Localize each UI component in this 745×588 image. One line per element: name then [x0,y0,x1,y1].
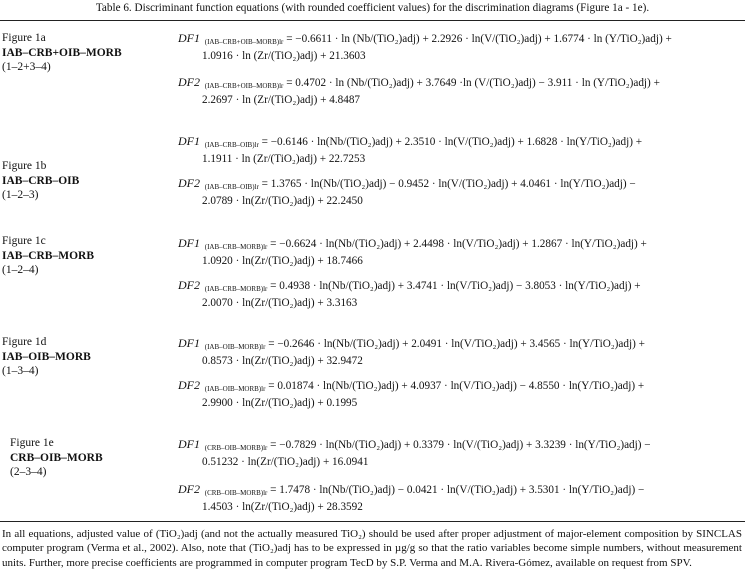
system-code: (1–2–4) [2,264,39,276]
df-subscript: (IAB–CRB+OIB–MORB) [203,38,280,46]
df-symbol: DF2 [178,378,200,392]
equation-line-2: 1.4503 · ln(Zr/(TiO₂)adj) + 28.3592 [202,501,363,513]
row-label [2,335,91,379]
row-label [2,234,94,278]
equation-line-1: = −0.6146 · ln(Nb/(TiO₂)adj) + 2.3510 · ln(V/(TiO₂)adj) + 1.6828 · ln(Y/TiO₂)adj) + [258,136,643,148]
df-symbol: DF2 [178,278,200,292]
equation-line-1: = 0.4702 · ln (Nb/(TiO₂)adj) + 3.7649 ·ln (V/(TiO₂)adj) − 3.911 · ln (Y/TiO₂)adj) + [283,77,660,89]
equation-line-2: 2.2697 · ln (Zr/(TiO₂)adj) + 4.8487 [202,94,361,106]
bottom-rule [0,521,745,522]
df-subscript-lr: lr [263,243,268,251]
system-label: CRB–OIB–MORB [10,451,103,464]
equation-line-1: = 1.3765 · ln(Nb/(TiO₂)adj) − 0.9452 · ln(V/(TiO₂)adj) + 4.0461 · ln(Y/TiO₂)adj) − [258,178,636,190]
equation-line-2: 0.51232 · ln(Zr/(TiO₂)adj) + 16.0941 [202,456,369,468]
table-row-figure-1e [0,436,745,521]
system-code: (1–3–4) [2,365,39,377]
equation-line-2: 1.0916 · ln (Zr/(TiO₂)adj) + 21.3603 [202,50,366,62]
df-subscript-lr: lr [261,343,266,351]
equation-df2 [178,482,743,514]
equation-df2 [178,378,743,410]
system-label: IAB–CRB–MORB [2,249,95,262]
system-label: IAB–CRB–OIB [2,174,80,187]
figure-label: Figure 1d [2,336,47,348]
df-symbol: DF1 [178,31,200,45]
equation-line-1: = 1.7478 · ln(Nb/(TiO₂)adj) − 0.0421 · ln(V/(TiO₂)adj) + 3.5301 · ln(Y/TiO₂)adj) − [267,484,645,496]
df-subscript: (IAB–CRB+OIB–MORB) [203,82,280,90]
figure-label: Figure 1a [2,32,46,44]
df-subscript-lr: lr [279,82,284,90]
equation-df1 [178,437,743,469]
equation-line-2: 1.1911 · ln (Zr/(TiO₂)adj) + 22.7253 [202,153,366,165]
equation-line-1: = −0.7829 · ln(Nb/(TiO₂)adj) + 0.3379 · ln(V/(TiO₂)adj) + 3.3239 · ln(Y/TiO₂)adj) − [267,439,651,451]
equation-line-2: 2.0070 · ln(Zr/(TiO₂)adj) + 3.3163 [202,297,358,309]
figure-label: Figure 1c [2,235,46,247]
equation-line-2: 2.9900 · ln(Zr/(TiO₂)adj) + 0.1995 [202,397,358,409]
system-label: IAB–CRB+OIB–MORB [2,46,122,59]
df-symbol: DF1 [178,437,200,451]
df-subscript-lr: lr [263,285,268,293]
figure-label: Figure 1b [2,160,47,172]
top-rule [0,20,745,21]
system-code: (2–3–4) [10,466,47,478]
equation-line-1: = −0.6624 · ln(Nb/(TiO₂)adj) + 2.4498 · ln(V/TiO₂)adj) + 1.2867 · ln(Y/TiO₂)adj) + [267,238,647,250]
equation-line-1: = −0.6611 · ln (Nb/(TiO₂)adj) + 2.2926 · ln(V/(TiO₂)adj) + 1.6774 · ln (Y/TiO₂)adj) + [283,33,672,45]
df-symbol: DF2 [178,482,200,496]
system-code: (1–2+3–4) [2,61,51,73]
df-symbol: DF2 [178,75,200,89]
df-subscript: (IAB–CRB–OIB) [203,183,255,191]
df-subscript-lr: lr [261,385,266,393]
df-symbol: DF1 [178,336,200,350]
equation-df1 [178,336,743,368]
df-subscript-lr: lr [279,38,284,46]
table-row-figure-1b [0,131,745,231]
df-subscript: (CRB–OIB–MORB) [203,489,264,497]
equation-line-2: 1.0920 · ln(Zr/(TiO₂)adj) + 18.7466 [202,255,363,267]
equation-line-2: 2.0789 · ln(Zr/(TiO₂)adj) + 22.2450 [202,195,363,207]
equation-line-1: = 0.01874 · ln(Nb/(TiO₂)adj) + 4.0937 · ln(V/TiO₂)adj) − 4.8550 · ln(Y/TiO₂)adj) + [265,380,645,392]
table-footnote: In all equations, adjusted value of (TiO₂)adj (and not the actually measured TiO₂) should be used after proper adjustment of major-element composition by SINCLAS computer program (Verma et al., 2002). Also, note that (TiO₂)adj has to be expressed in µg/g so that the ratio variables become simple numbers, without measurement units. Further, more precise coefficients are programmed in computer program TecD by S.P. Verma and M.A. Rivera-Gómez, available on request from SPV. [2,528,742,569]
equation-line-1: = 0.4938 · ln(Nb/(TiO₂)adj) + 3.4741 · ln(V/TiO₂)adj) − 3.8053 · ln(Y/TiO₂)adj) + [267,280,641,292]
df-subscript-lr: lr [254,183,259,191]
system-label: IAB–OIB–MORB [2,350,91,363]
df-symbol: DF2 [178,176,200,190]
df-subscript-lr: lr [263,444,268,452]
df-subscript: (IAB–OIB–MORB) [203,385,262,393]
row-label [2,159,79,203]
equation-line-2: 0.8573 · ln(Zr/(TiO₂)adj) + 32.9472 [202,355,363,367]
equation-line-1: = −0.2646 · ln(Nb/(TiO₂)adj) + 2.0491 · ln(V/TiO₂)adj) + 3.4565 · ln(Y/TiO₂)adj) + [265,338,645,350]
df-subscript: (IAB–CRB–MORB) [203,243,264,251]
equation-df1 [178,134,743,166]
row-label [2,31,122,75]
df-subscript: (CRB–OIB–MORB) [203,444,264,452]
equation-df2 [178,278,743,310]
equation-df1 [178,31,743,63]
equation-df1 [178,236,743,268]
df-subscript: (IAB–OIB–MORB) [203,343,262,351]
table-row-figure-1c [0,234,745,329]
df-symbol: DF1 [178,134,200,148]
equation-df2 [178,176,743,208]
df-subscript: (IAB–CRB–MORB) [203,285,264,293]
system-code: (1–2–3) [2,189,39,201]
df-subscript: (IAB–CRB–OIB) [203,141,255,149]
table-row-figure-1d [0,335,745,430]
figure-label: Figure 1e [10,437,54,449]
table-row-figure-1a [0,31,745,131]
df-subscript-lr: lr [263,489,268,497]
df-subscript-lr: lr [254,141,259,149]
equation-df2 [178,75,743,107]
row-label [10,436,103,480]
df-symbol: DF1 [178,236,200,250]
table-caption: Table 6. Discriminant function equations (with rounded coefficient values) for the discrimination diagrams (Figure 1a - 1e). [95,2,650,14]
